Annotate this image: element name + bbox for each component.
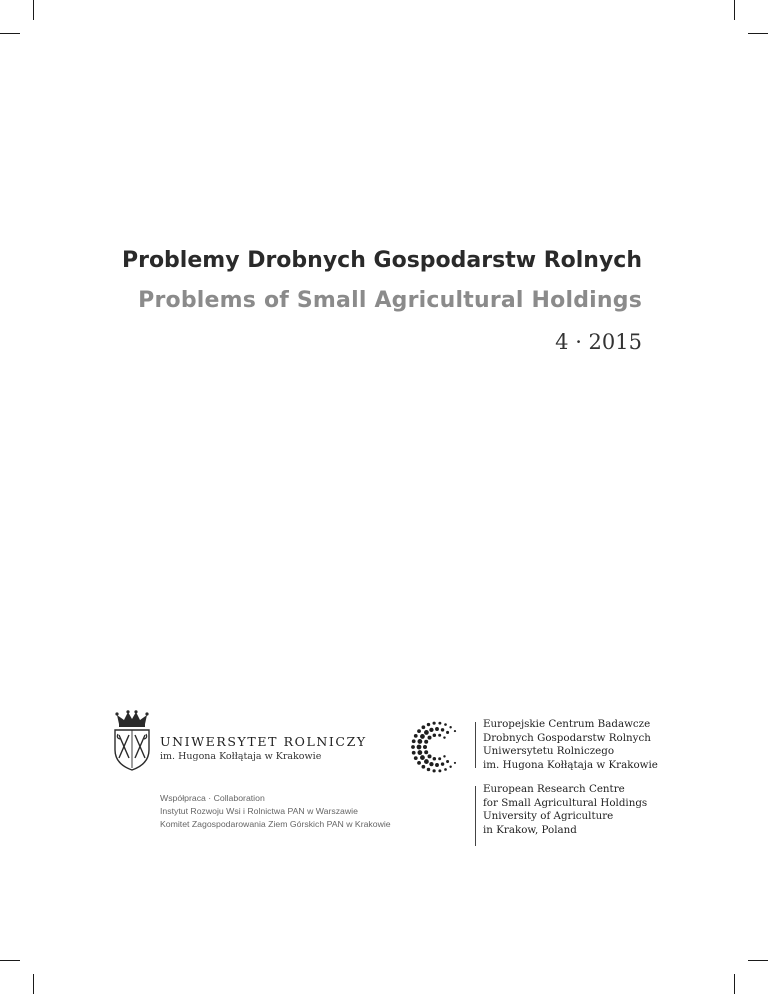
centre-name-english [483,783,647,837]
logo-dot [417,739,422,744]
logo-dot [422,725,426,729]
logo-dot [441,728,444,731]
logo-dot [446,760,449,763]
collaboration-line: Komitet Zagospodarowania Ziem Górskich PAN w Krakowie [160,819,391,829]
logo-dot [429,762,433,766]
logo-dot [423,745,427,749]
collaboration-block [160,792,391,831]
logo-dot [417,750,422,755]
university-subtitle: im. Hugona Kołłątaja w Krakowie [160,751,322,762]
logo-dot [420,734,425,739]
logo-dot [427,768,430,771]
logo-dot [417,729,421,733]
issue-number: 4 · 2015 [555,330,642,354]
logo-dot [428,736,432,740]
crop-mark-bottom-left-h [0,960,20,961]
logo-dot [412,739,416,743]
logo-dot [446,731,449,734]
logo-dot [424,759,429,764]
logo-dot [424,740,428,744]
collaboration-heading: Współpraca · Collaboration [160,793,265,803]
logo-dot [429,728,433,732]
crest-icon [111,710,153,772]
logo-dot [433,757,437,761]
logo-dot [438,757,441,760]
crop-mark-top-right-h [748,33,768,34]
journal-title-english: Problems of Small Agricultural Holdings [138,288,642,313]
crop-mark-top-right-v [734,0,735,20]
research-centre-logo-icon [408,718,466,776]
crop-mark-top-left-h [0,33,20,34]
logo-dot [411,745,415,749]
logo-dot [449,766,451,768]
logo-dot [417,761,421,765]
journal-title-polish: Problemy Drobnych Gospodarstw Rolnych [121,248,642,273]
logo-dot [435,763,439,767]
logo-dot [449,726,451,728]
logo-dot [443,736,445,738]
logo-dot [424,750,428,754]
logo-dot [412,751,416,755]
logo-dot [428,754,432,758]
crop-mark-bottom-right-v [734,974,735,994]
centre-line: im. Hugona Kołłątaja w Krakowie [483,758,658,771]
centre-line: in Krakow, Poland [483,823,577,836]
centre-line: European Research Centre [483,783,625,795]
logo-dot [427,723,430,726]
centre-name-polish [483,718,658,772]
logo-dot [443,755,445,757]
centre-line: Uniwersytetu Rolniczego [483,745,615,758]
centre-line: University of Agriculture [483,810,614,823]
logo-dot [438,734,441,737]
university-name: UNIWERSYTET ROLNICZY [160,734,367,749]
divider-line [475,786,476,846]
logo-dot [433,734,437,738]
logo-dot [454,762,456,764]
logo-dot [414,756,418,760]
centre-line: for Small Agricultural Holdings [483,796,648,809]
centre-line: Europejskie Centrum Badawcze [483,718,651,730]
crop-mark-bottom-right-h [748,960,768,961]
divider-line [475,722,476,768]
logo-dot [438,722,441,725]
collaboration-line: Instytut Rozwoju Wsi i Rolnictwa PAN w Warszawie [160,806,358,816]
centre-line: Drobnych Gospodarstw Rolnych [483,731,651,744]
logo-dot [435,727,439,731]
crop-mark-bottom-left-v [33,974,34,994]
logo-dot [444,768,447,771]
logo-dot [420,755,425,760]
logo-dot [414,734,418,738]
crop-mark-top-left-v [33,0,34,20]
logo-dot [444,723,447,726]
logo-dot [441,762,444,765]
logo-dot [433,769,436,772]
logo-dot [422,765,426,769]
logo-dot [424,730,429,735]
logo-dot [433,722,436,725]
logo-dot [417,745,422,750]
logo-dot [454,730,456,732]
logo-dot [438,769,441,772]
